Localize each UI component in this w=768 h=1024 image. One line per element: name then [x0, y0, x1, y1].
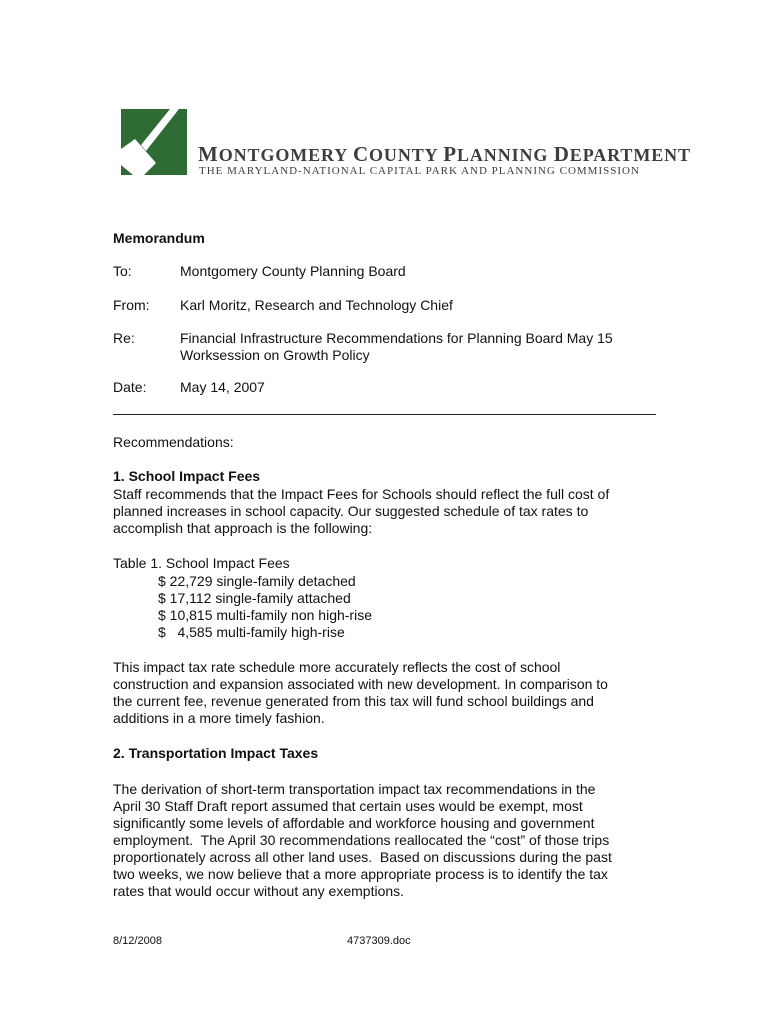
re-value-line: Financial Infrastructure Recommendations for Planning Board May 15 — [180, 330, 613, 346]
section2-line: The derivation of short-term transportation impact tax recommendations in the — [113, 781, 596, 797]
to-value: Montgomery County Planning Board — [180, 263, 406, 279]
section1-line: Staff recommends that the Impact Fees for Schools should reflect the full cost of — [113, 486, 610, 502]
section1-line: planned increases in school capacity. Our suggested schedule of tax rates to — [113, 503, 589, 519]
section2-line: proportionately across all other land uses. Based on discussions during the past — [113, 849, 612, 865]
section2-line: two weeks, we now believe that a more appropriate process is to identify the tax — [113, 866, 608, 882]
section1-para2-line: construction and expansion associated with new development. In comparison to — [113, 676, 608, 692]
from-label: From: — [113, 297, 150, 313]
section2-line: employment. The April 30 recommendations reallocated the “cost” of those trips — [113, 832, 610, 848]
section2-title: 2. Transportation Impact Taxes — [113, 745, 319, 761]
section1-para2-line: additions in a more timely fashion. — [113, 710, 325, 726]
header-divider — [113, 414, 656, 415]
date-value: May 14, 2007 — [180, 379, 265, 395]
table-row: $ 10,815 multi-family non high-rise — [158, 607, 372, 623]
section1-para2-line: the current fee, revenue generated from this tax will fund school buildings and — [113, 693, 594, 709]
section2-line: significantly some levels of affordable and workforce housing and government — [113, 815, 595, 831]
memo-heading: Memorandum — [113, 230, 205, 246]
to-label: To: — [113, 263, 132, 279]
table-row: $ 17,112 single-family attached — [158, 590, 351, 606]
commission-name: THE MARYLAND-NATIONAL CAPITAL PARK AND PLANNING COMMISSION — [199, 165, 640, 177]
department-name: MONTGOMERY COUNTY PLANNING DEPARTMENT — [198, 142, 691, 166]
letterhead — [113, 103, 691, 183]
section2-line: rates that would occur without any exemptions. — [113, 883, 405, 899]
footer-filename: 4737309.doc — [347, 935, 411, 947]
table-row: $ 22,729 single-family detached — [158, 573, 356, 589]
from-value: Karl Moritz, Research and Technology Chief — [180, 297, 453, 313]
section1-line: accomplish that approach is the following: — [113, 520, 373, 536]
re-value-line: Worksession on Growth Policy — [180, 347, 370, 363]
table-title: Table 1. School Impact Fees — [113, 555, 290, 571]
section1-para2-line: This impact tax rate schedule more accurately reflects the cost of school — [113, 659, 561, 675]
table-row: $ 4,585 multi-family high-rise — [158, 624, 345, 640]
section2-line: April 30 Staff Draft report assumed that certain uses would be exempt, most — [113, 798, 583, 814]
recommendations-intro: Recommendations: — [113, 434, 234, 450]
planning-department-logo — [121, 109, 187, 175]
section1-title: 1. School Impact Fees — [113, 468, 261, 484]
date-label: Date: — [113, 379, 147, 395]
re-label: Re: — [113, 330, 135, 346]
footer-date: 8/12/2008 — [113, 935, 162, 947]
